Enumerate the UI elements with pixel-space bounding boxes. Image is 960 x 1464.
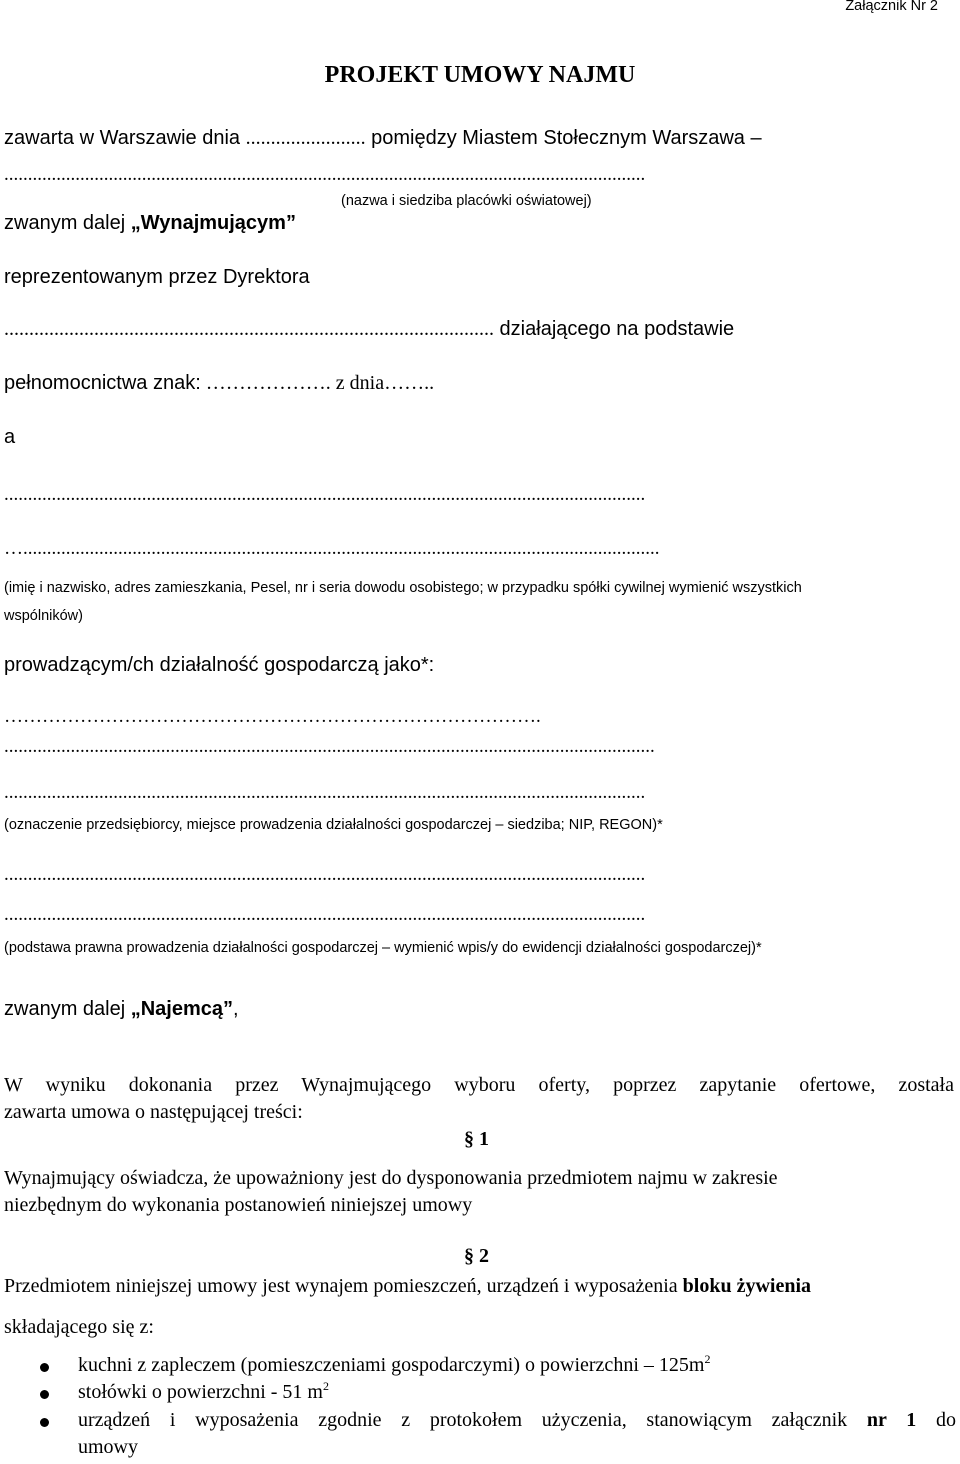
contract-date-suffix: pomiędzy Miastem Stołecznym Warszawa – <box>365 127 762 149</box>
business-label: prowadzącym/ch działalność gospodarczą jako*: <box>4 654 435 676</box>
section-2-line-2: składającego się z: <box>4 1316 154 1338</box>
business-dots-1: …………………………………………………………………………. <box>4 706 541 727</box>
business-dots-3: ....................................................................................................................................... <box>4 782 646 803</box>
business-note: (oznaczenie przedsiębiorcy, miejsce prowadzenia działalności gospodarczej – siedziba; NIP, REGON)* <box>4 817 663 833</box>
tenant-name: „Najemcą” <box>130 998 233 1020</box>
contract-date-line <box>4 127 762 150</box>
list-item-equipment-line-2: umowy <box>78 1436 138 1458</box>
tenant-dots-1: ....................................................................................................................................... <box>4 484 646 505</box>
tenant-suffix: , <box>233 998 239 1020</box>
bullet-icon <box>40 1390 49 1399</box>
business-dots-2: ......................................................................................................................................... <box>4 736 655 757</box>
section-2-number: § 2 <box>464 1245 489 1267</box>
director-dots: .................................................................................................. <box>4 318 494 340</box>
bullet-icon <box>40 1363 49 1372</box>
list-item-kitchen-sup: 2 <box>704 1352 711 1366</box>
list-item-kitchen <box>78 1354 710 1377</box>
list-item-kitchen-text: kuchni z zapleczem (pomieszczeniami gospodarczymi) o powierzchni – 125m <box>78 1354 705 1376</box>
list-item-equipment <box>78 1409 956 1432</box>
legal-basis-note: (podstawa prawna prowadzenia działalności gospodarczej – wymienić wpis/y do ewidencji działalności gospodarczej)* <box>4 940 762 956</box>
contract-date-dots: ........................ <box>245 127 366 149</box>
section-2-line-1 <box>4 1275 811 1298</box>
power-dots: ………………. z dnia…….. <box>200 372 435 394</box>
tenant-note-1: (imię i nazwisko, adres zamieszkania, Pesel, nr i seria dowodu osobistego; w przypadku spółki cywilnej wymienić wszystkich <box>4 580 802 596</box>
document-title: PROJEKT UMOWY NAJMU <box>324 62 636 88</box>
landlord-name: „Wynajmującym” <box>130 212 296 234</box>
section-1-line-2: niezbędnym do wykonania postanowień niniejszej umowy <box>4 1194 473 1216</box>
tenant-dots-2: …...................................................................................................................................... <box>4 538 660 559</box>
attachment-label: Załącznik Nr 2 <box>845 0 938 14</box>
landlord-line <box>4 212 296 235</box>
director-suffix: działającego na podstawie <box>494 318 735 340</box>
landlord-prefix: zwanym dalej <box>4 212 131 234</box>
legal-basis-dots-1: ....................................................................................................................................... <box>4 864 646 885</box>
list-item-canteen-sup: 2 <box>322 1379 329 1393</box>
intro-line-1: W wyniku dokonania przez Wynajmującego wyboru oferty, poprzez zapytanie ofertowe, została <box>4 1074 954 1096</box>
section-1-number: § 1 <box>464 1128 489 1150</box>
contract-date-prefix: zawarta w Warszawie dnia <box>4 127 246 149</box>
section-2-line-1-text: Przedmiotem niniejszej umowy jest wynajem pomieszczeń, urządzeń i wyposażenia <box>4 1275 683 1297</box>
list-item-canteen <box>78 1381 329 1404</box>
section-1-line-1: Wynajmujący oświadcza, że upoważniony jest do dysponowania przedmiotem najmu w zakresie <box>4 1167 778 1189</box>
director-line <box>4 318 734 341</box>
list-item-equipment-text: urządzeń i wyposażenia zgodnie z protokołem użyczenia, stanowiącym załącznik <box>78 1409 867 1431</box>
list-item-equipment-suffix: do <box>916 1409 957 1431</box>
section-2-line-1-bold: bloku żywienia <box>682 1275 812 1297</box>
power-label: pełnomocnictwa znak: <box>4 372 201 394</box>
list-item-canteen-text: stołówki o powierzchni - 51 m <box>78 1381 323 1403</box>
power-line <box>4 372 434 395</box>
school-name-dots: ....................................................................................................................................... <box>4 164 646 185</box>
bullet-icon <box>40 1418 49 1427</box>
tenant-line <box>4 998 239 1021</box>
school-note: (nazwa i siedziba placówki oświatowej) <box>341 193 592 209</box>
tenant-note-2: wspólników) <box>4 608 83 624</box>
intro-line-2: zawarta umowa o następującej treści: <box>4 1101 303 1123</box>
list-item-equipment-bold: nr 1 <box>866 1409 917 1431</box>
tenant-prefix: zwanym dalej <box>4 998 131 1020</box>
legal-basis-dots-2: ....................................................................................................................................... <box>4 904 646 925</box>
and-conjunction: a <box>4 426 16 448</box>
represented-line: reprezentowanym przez Dyrektora <box>4 266 310 288</box>
